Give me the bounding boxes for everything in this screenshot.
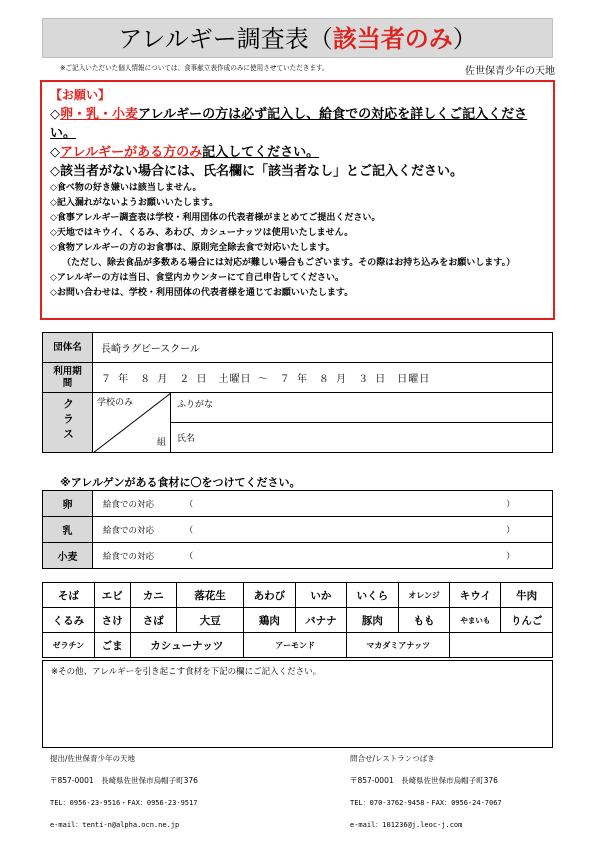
paren-open: （	[184, 525, 194, 536]
organization-name: 佐世保青少年の天地	[465, 66, 555, 77]
notice-item: ◇食べ物の好き嫌いは該当しません。	[50, 183, 202, 193]
food-item[interactable]: 豚肉	[347, 608, 399, 633]
food-item[interactable]: 牛肉	[501, 583, 553, 608]
food-item-blank[interactable]	[450, 633, 553, 658]
main-allergen-table	[42, 490, 553, 569]
response-label: 給食での対応	[103, 499, 155, 510]
school-only-label: 学校のみ	[97, 398, 134, 408]
notice-box	[40, 80, 555, 320]
furigana-field[interactable]	[227, 393, 553, 423]
class-field[interactable]	[93, 393, 171, 453]
food-item[interactable]: バナナ	[295, 608, 347, 633]
footer-right-address: 〒857-0001 長崎県佐世保市烏帽子町376	[350, 776, 498, 785]
food-checklist	[42, 582, 553, 658]
food-item[interactable]: りんご	[501, 608, 553, 633]
food-item[interactable]: さば	[130, 608, 177, 633]
kumi-label: 組	[156, 438, 166, 448]
title-highlight: 該当者のみ	[332, 25, 453, 53]
food-item[interactable]: アーモンド	[244, 633, 347, 658]
paren-close: ）	[506, 525, 515, 536]
footer-left-title: 提出/佐世保青少年の天地	[50, 754, 136, 763]
notice-item: （ただし、除去食品が多数ある場合には対応が難しい場合もございます。その際はお持ち込みをお願いします。）	[62, 258, 516, 268]
paren-close: ）	[506, 551, 515, 562]
footer-right-email: e-mail：101236@j.leoc-j.com	[350, 821, 463, 829]
food-item[interactable]: いくら	[347, 583, 399, 608]
notice-item: ◇アレルギーの方は当日、食堂内カウンターにて自己申告してください。	[50, 273, 344, 283]
response-field[interactable]	[93, 517, 553, 543]
notice-item: ◇お問い合わせは、学校・利用団体の代表者様を通じてお願いいたします。	[50, 288, 354, 298]
notice-line-2-post: 記入してください。	[202, 145, 320, 160]
privacy-note: ※ご記入いただいた個人情報については、食事献立表作成のみに使用させていただきます。	[60, 64, 329, 72]
footer-left-address: 〒857-0001 長崎県佐世保市烏帽子町376	[50, 776, 198, 785]
food-item[interactable]: さけ	[94, 608, 130, 633]
name-field[interactable]	[227, 423, 553, 453]
response-label: 給食での対応	[103, 525, 155, 536]
food-item[interactable]: やまいも	[450, 608, 501, 633]
allergen-label: 乳	[43, 517, 93, 543]
notice-item: ◇食物アレルギーの方のお食事は、原則完全除去食で対応いたします。	[50, 243, 335, 253]
period-label: 利用期間	[43, 363, 93, 393]
allergy-instruction: ※アレルゲンがある食材に〇をつけてください。	[60, 476, 301, 489]
notice-line-1	[50, 105, 545, 143]
paren-close: ）	[506, 499, 515, 510]
notice-line-2-red: アレルギーがある方のみ	[60, 145, 203, 160]
food-item[interactable]: キウイ	[450, 583, 501, 608]
notice-line-3: ◇該当者がない場合には、氏名欄に「該当者なし」とご記入ください。	[50, 164, 463, 179]
page-title	[42, 18, 553, 58]
food-item[interactable]: もも	[398, 608, 450, 633]
class-label: クラス	[61, 398, 75, 443]
info-table	[42, 332, 553, 453]
notice-line-1-red: 卵・乳・小麦	[60, 107, 139, 122]
food-item[interactable]: いか	[295, 583, 347, 608]
allergen-label: 卵	[43, 491, 93, 517]
food-item[interactable]: カニ	[130, 583, 177, 608]
allergen-label: 小麦	[43, 543, 93, 569]
notice-line-1-post: アレルギーの方は必ず記入し、給食での対応を詳しくご記入ください。	[50, 107, 528, 141]
allergen-row	[43, 491, 553, 517]
footer-right-tel: TEL：070-3762-9458・FAX：0956-24-7067	[350, 799, 502, 807]
notice-line-2-pre: ◇	[50, 145, 60, 160]
footer-right	[350, 748, 502, 836]
response-field[interactable]	[93, 543, 553, 569]
food-item[interactable]: ごま	[94, 633, 130, 658]
footer-left-tel: TEL：0956-23-9516・FAX：0956-23-9517	[50, 799, 198, 807]
title-main: アレルギー調査表（	[118, 25, 333, 53]
food-item[interactable]: くるみ	[43, 608, 95, 633]
notice-item: ◇記入漏れがないようお願いいたします。	[50, 198, 219, 208]
food-item[interactable]: 落花生	[177, 583, 244, 608]
food-item[interactable]: マカダミアナッツ	[347, 633, 450, 658]
name-label: 氏名	[171, 423, 227, 453]
food-item[interactable]: カシューナッツ	[130, 633, 244, 658]
title-close: ）	[452, 25, 477, 53]
allergen-row	[43, 543, 553, 569]
food-item[interactable]: 鶏肉	[244, 608, 296, 633]
footer-left-email: e-mail：tenti-n@alpha.ocn.ne.jp	[50, 821, 180, 829]
notice-item: ◇天地ではキウイ、くるみ、あわび、カシューナッツは使用いたしません。	[50, 228, 354, 238]
allergen-row	[43, 517, 553, 543]
food-item[interactable]: ゼラチン	[43, 633, 95, 658]
food-item[interactable]: エビ	[94, 583, 130, 608]
food-item[interactable]: オレンジ	[398, 583, 450, 608]
footer-left	[50, 748, 198, 836]
food-item[interactable]: そば	[43, 583, 95, 608]
food-item[interactable]: 大豆	[177, 608, 244, 633]
period-field[interactable]: ７ 年 ８ 月 ２ 日 土曜日 ～ ７ 年 ８ 月 ３ 日 日曜日	[93, 363, 553, 393]
notice-line-2	[50, 143, 545, 162]
class-label-cell	[43, 393, 93, 453]
footer-right-title: 問合せ/レストランつばき	[350, 754, 435, 763]
notice-line-1-pre: ◇	[50, 107, 60, 122]
notice-heading: 【お願い】	[50, 88, 111, 102]
group-label: 団体名	[43, 333, 93, 363]
paren-open: （	[184, 499, 194, 510]
notice-item: ◇食事アレルギー調査表は学校・利用団体の代表者様がまとめてご提出ください。	[50, 213, 381, 223]
other-note: ※その他、アレルギーを引き起こす食材を下記の欄にご記入ください。	[51, 667, 322, 677]
group-field[interactable]: 長崎ラグビースクール	[93, 333, 553, 363]
furigana-label: ふりがな	[171, 393, 227, 423]
response-field[interactable]	[93, 491, 553, 517]
food-item[interactable]: あわび	[244, 583, 296, 608]
response-label: 給食での対応	[103, 551, 155, 562]
other-allergen-field[interactable]	[42, 660, 553, 748]
paren-open: （	[184, 551, 194, 562]
